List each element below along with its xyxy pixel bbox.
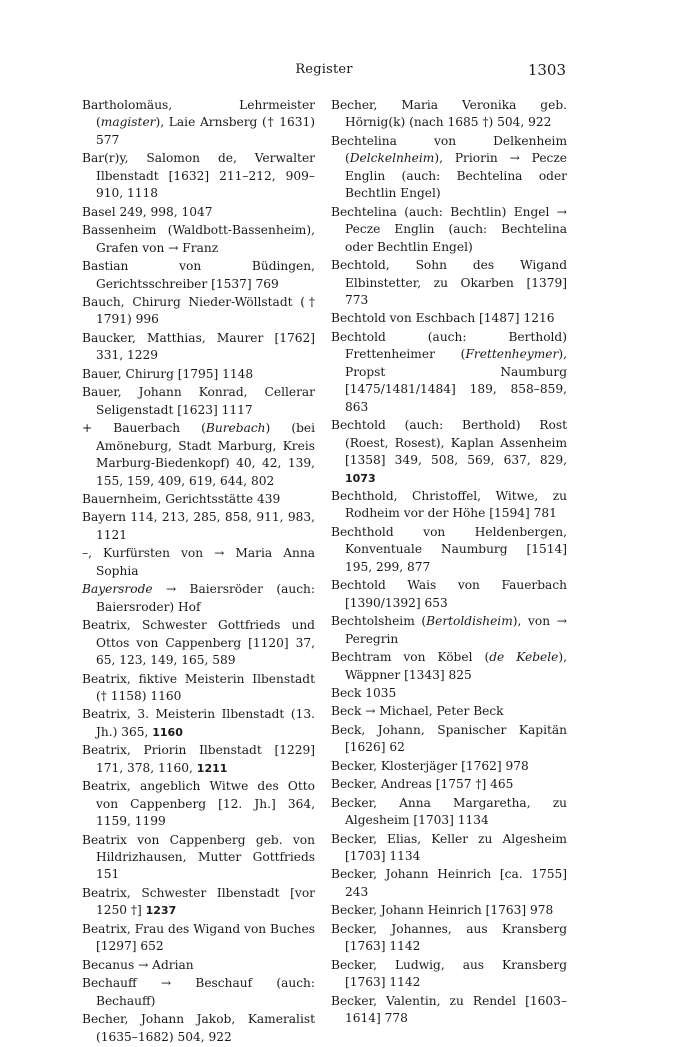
index-entry: Bechtold Wais von Fauerbach [1390/1392] 653 [331, 578, 567, 610]
index-entry: Becker, Valentin, zu Rendel [1603–1614] 778 [331, 993, 567, 1026]
page-number: 1303 [527, 61, 566, 79]
index-entry: Bechtelina (auch: Bechtlin) Engel → Pecze Englin (auch: Bechtelina oder Bechtlin Engel) [331, 204, 567, 254]
index-entry: Basel 249, 998, 1047 [82, 204, 213, 219]
index-entry: Bastian von Büdingen, Gerichtsschreiber [1537] 769 [82, 259, 315, 291]
index-entry: Beatrix, Priorin Ilbenstadt [1229] 171, 378, 1160, 1211 [82, 743, 315, 775]
index-column-left [82, 97, 315, 1047]
index-entry: Beatrix, Frau des Wigand von Buches [1297] 652 [82, 921, 315, 954]
index-entry: Bechtold von Eschbach [1487] 1216 [331, 311, 555, 326]
index-entry: Beatrix von Cappenberg geb. von Hildrizhausen, Mutter Gottfrieds 151 [82, 832, 315, 882]
index-entry: Becker, Anna Margaretha, zu Algesheim [1703] 1134 [331, 795, 567, 828]
index-entry: Becker, Johannes, aus Kransberg [1763] 1142 [331, 921, 567, 954]
index-column-right [331, 97, 567, 1029]
index-entry: –, Kurfürsten von → Maria Anna Sophia [82, 546, 315, 578]
index-entry: Becker, Ludwig, aus Kransberg [1763] 1142 [331, 957, 567, 990]
index-entry: Bechtold, Sohn des Wigand Elbinstetter, zu Okarben [1379] 773 [331, 258, 567, 307]
index-entry: Bayersrode → Baiersröder (auch: Baiersroder) Hof [82, 582, 315, 614]
index-entry: Beck 1035 [331, 685, 397, 700]
index-entry: Becker, Andreas [1757 †] 465 [331, 777, 514, 792]
index-entry: Bauer, Johann Konrad, Cellerar Seligenstadt [1623] 1117 [82, 385, 315, 417]
index-entry: + Bauerbach (Burebach) (bei Amöneburg, Stadt Marburg, Kreis Marburg-Biedenkopf) 40, 42, 139, 155, 159, 409, 619, 644, 802 [82, 421, 315, 488]
index-entry: Beatrix, 3. Meisterin Ilbenstadt (13. Jh.) 365, 1160 [82, 707, 315, 739]
index-entry: Bechtold (auch: Berthold) Frettenheimer (Frettenheymer), Propst Naumburg [1475/1481/1484] 189, 858–859, 863 [331, 329, 567, 414]
index-entry: Becher, Maria Veronika geb. Hörnig(k) (nach 1685 †) 504, 922 [331, 98, 567, 130]
index-entry: Bassenheim (Waldbott-Bassenheim), Grafen von → Franz [82, 223, 315, 255]
index-entry: Bechtram von Köbel (de Kebele), Wäppner [1343] 825 [331, 650, 567, 682]
index-entry: Becanus → Adrian [82, 957, 194, 972]
index-entry: Becker, Johann Heinrich [1763] 978 [331, 903, 554, 918]
index-entry: Beatrix, angeblich Witwe des Otto von Cappenberg [12. Jh.] 364, 1159, 1199 [82, 779, 315, 829]
index-entry: Bauernheim, Gerichtsstätte 439 [82, 491, 281, 506]
index-entry: Beatrix, Schwester Ilbenstadt [vor 1250 †] 1237 [82, 885, 315, 918]
index-entry: Bechtolsheim (Bertoldisheim), von → Peregrin [331, 614, 567, 646]
index-entry: Beatrix, Schwester Gottfrieds und Ottos von Cappenberg [1120] 37, 65, 123, 149, 165, 589 [82, 618, 315, 668]
index-entry: Bechthold, Christoffel, Witwe, zu Rodheim vor der Höhe [1594] 781 [331, 488, 567, 521]
index-entry: Bechtold (auch: Berthold) Rost (Roest, Rosest), Kaplan Assenheim [1358] 349, 508, 569, 637, 829, 1073 [331, 418, 567, 485]
index-entry: Becker, Klosterjäger [1762] 978 [331, 758, 529, 773]
index-entry: Bechauff → Beschauf (auch: Bechauff) [82, 976, 315, 1008]
running-title: Register [295, 62, 353, 77]
index-entry: Becker, Elias, Keller zu Algesheim [1703] 1134 [331, 831, 567, 864]
index-entry: Bauch, Chirurg Nieder-Wöllstadt († 1791) 996 [82, 294, 315, 327]
index-entry: Bechtelina von Delkenheim (Delckelnheim), Priorin → Pecze Englin (auch: Bechtelina oder Bechtlin Engel) [331, 133, 567, 201]
index-entry: Becher, Johann Jakob, Kameralist (1635–1682) 504, 922 [82, 1012, 315, 1044]
index-entry: Beatrix, fiktive Meisterin Ilbenstadt († 1158) 1160 [82, 671, 315, 703]
index-entry: Bechthold von Heldenbergen, Konventuale Naumburg [1514] 195, 299, 877 [331, 524, 567, 574]
index-entry: Bar(r)y, Salomon de, Verwalter Ilbenstadt [1632] 211–212, 909–910, 1118 [82, 151, 315, 201]
index-entry: Bauer, Chirurg [1795] 1148 [82, 366, 254, 381]
index-entry: Becker, Johann Heinrich [ca. 1755] 243 [331, 867, 567, 899]
index-entry: Baucker, Matthias, Maurer [1762] 331, 1229 [82, 330, 315, 363]
page-header [82, 62, 566, 82]
index-entry: Beck, Johann, Spanischer Kapitän [1626] 62 [331, 722, 567, 755]
index-entry: Bartholomäus, Lehrmeister (magister), Laie Arnsberg († 1631) 577 [82, 98, 315, 147]
index-entry: Bayern 114, 213, 285, 858, 911, 983, 1121 [82, 510, 315, 542]
index-entry: Beck → Michael, Peter Beck [331, 704, 504, 719]
